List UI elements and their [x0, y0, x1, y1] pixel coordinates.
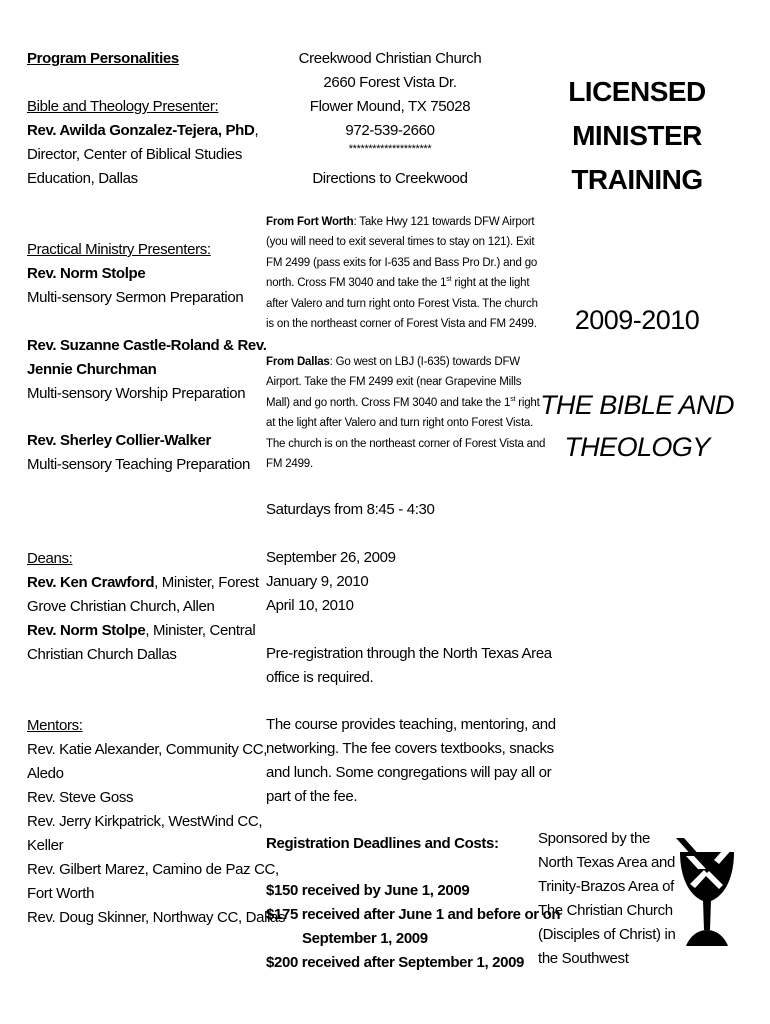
course-description: and lunch. Some congregations will pay all or: [266, 764, 552, 781]
practical-presenter-name: Jennie Churchman: [27, 361, 157, 378]
superscript: st: [446, 276, 452, 284]
dallas-directions: [266, 352, 545, 474]
practical-presenter-role: Multi-sensory Worship Preparation: [27, 385, 246, 402]
name-suffix: ,: [254, 122, 259, 139]
sponsor-block: [538, 827, 675, 971]
practical-presenter-name: Rev. Suzanne Castle-Roland & Rev.: [27, 337, 267, 354]
sponsor-line: Trinity-Brazos Area of: [538, 878, 674, 895]
church-phone: 972-539-2660: [345, 122, 435, 139]
dean-role: Christian Church Dallas: [27, 646, 177, 663]
church-city: Flower Mound, TX 75028: [309, 98, 471, 115]
church-name: Creekwood Christian Church: [298, 50, 482, 67]
sponsor-line: Sponsored by the: [538, 830, 650, 847]
deans-label: Deans:: [27, 550, 73, 567]
cost-line: $175 received after June 1 and before or on: [266, 906, 561, 923]
sponsor-line: North Texas Area and: [538, 854, 675, 871]
mentor-line: Keller: [27, 837, 64, 854]
mentor-line: Rev. Jerry Kirkpatrick, WestWind CC,: [27, 813, 263, 830]
mentors-label: Mentors:: [27, 717, 83, 734]
chalice-cross-icon: [676, 838, 738, 950]
dean-role: , Minister, Central: [145, 622, 256, 639]
dean-name: Rev. Norm Stolpe: [27, 622, 146, 639]
cost-line: $200 received after September 1, 2009: [266, 954, 525, 971]
directions-line: [266, 273, 538, 293]
dean-line: [27, 571, 259, 595]
directions-line: Airport. Take the FM 2499 exit (near Grapevine Mills: [266, 376, 522, 389]
subtitle-line: THEOLOGY: [564, 432, 710, 462]
course-description: networking. The fee covers textbooks, snacks: [266, 740, 554, 757]
mentors-list: [27, 738, 285, 930]
brochure-title: [530, 70, 744, 202]
practical-presenter-role: Multi-sensory Teaching Preparation: [27, 456, 250, 473]
mentor-line: Fort Worth: [27, 885, 95, 902]
personalities-heading: Program Personalities: [27, 50, 179, 67]
course-subtitle: [530, 384, 744, 468]
directions-line: is on the northeast corner of Forest Vista and FM 2499.: [266, 318, 537, 331]
sponsor-line: The Christian Church: [538, 902, 673, 919]
course-description: The course provides teaching, mentoring, and: [266, 716, 556, 733]
dean-name: Rev. Ken Crawford: [27, 574, 155, 591]
bible-presenter-title: Director, Center of Biblical Studies: [27, 146, 243, 163]
directions-line: [266, 393, 545, 413]
directions-text: right at the light: [451, 277, 530, 290]
mentor-line: Aledo: [27, 765, 64, 782]
directions-line: after Valero and turn right onto Forest Vista. The church: [266, 297, 538, 310]
bible-presenter-title: Education, Dallas: [27, 170, 138, 187]
registration-heading: Registration Deadlines and Costs:: [266, 835, 499, 852]
title-line: MINISTER: [572, 120, 702, 151]
sponsor-line: (Disciples of Christ) in: [538, 926, 676, 943]
directions-line: (you will need to exit several times to stay on 121). Exit: [266, 236, 535, 249]
session-date: January 9, 2010: [266, 573, 369, 590]
mentor-line: Rev. Katie Alexander, Community CC,: [27, 741, 268, 758]
mentor-line: Rev. Doug Skinner, Northway CC, Dallas: [27, 909, 286, 926]
directions-text: right: [515, 396, 540, 409]
subtitle-line: THE BIBLE AND: [540, 390, 734, 420]
practical-presenter-name: Rev. Norm Stolpe: [27, 265, 146, 282]
practical-presenter-role: Multi-sensory Sermon Preparation: [27, 289, 244, 306]
course-description: part of the fee.: [266, 788, 358, 805]
directions-line: at the light after Valero and turn right onto Forest Vista.: [266, 417, 534, 430]
mentor-line: Rev. Steve Goss: [27, 789, 134, 806]
dallas-label: From Dallas: [266, 356, 330, 368]
title-line: TRAINING: [571, 164, 703, 195]
cost-line: $150 received by June 1, 2009: [266, 882, 470, 899]
superscript: st: [510, 395, 516, 403]
bible-presenter-name: Rev. Awilda Gonzalez-Tejera, PhD: [27, 122, 255, 139]
bible-presenter-label: Bible and Theology Presenter:: [27, 98, 219, 115]
session-date: April 10, 2010: [266, 597, 354, 614]
directions-line: FM 2499.: [266, 458, 313, 471]
mentor-line: Rev. Gilbert Marez, Camino de Paz CC,: [27, 861, 279, 878]
dean-role: , Minister, Forest: [154, 574, 259, 591]
practical-label: Practical Ministry Presenters:: [27, 241, 211, 258]
schedule: Saturdays from 8:45 - 4:30: [266, 501, 435, 518]
title-line: LICENSED: [568, 76, 706, 107]
preregistration-note: office is required.: [266, 669, 374, 686]
church-address: 2660 Forest Vista Dr.: [323, 74, 457, 91]
fort-worth-directions: [266, 212, 538, 334]
directions-text: Mall) and go north. Cross FM 3040 and take the 1: [266, 396, 511, 409]
preregistration-note: Pre-registration through the North Texas Area: [266, 645, 552, 662]
directions-line: FM 2499 (pass exits for I-635 and Bass Pro Dr.) and go: [266, 256, 538, 269]
cost-line: September 1, 2009: [302, 930, 428, 947]
program-year: 2009-2010: [574, 305, 700, 335]
fort-worth-label: From Fort Worth: [266, 216, 354, 228]
sponsor-line: the Southwest: [538, 950, 629, 967]
directions-line: : Go west on LBJ (I-635) towards DFW: [329, 356, 520, 368]
dean-line: [27, 619, 255, 643]
practical-presenter-name: Rev. Sherley Collier-Walker: [27, 432, 211, 449]
dean-role: Grove Christian Church, Allen: [27, 598, 215, 615]
directions-line: : Take Hwy 121 towards DFW Airport: [353, 216, 535, 228]
directions-line: The church is on the northeast corner of Forest Vista and: [266, 437, 546, 450]
divider-stars: *********************: [348, 143, 432, 155]
session-date: September 26, 2009: [266, 549, 396, 566]
directions-text: north. Cross FM 3040 and take the 1: [266, 277, 447, 290]
directions-title: Directions to Creekwood: [312, 170, 468, 187]
bible-presenter-name-line: [27, 119, 258, 143]
